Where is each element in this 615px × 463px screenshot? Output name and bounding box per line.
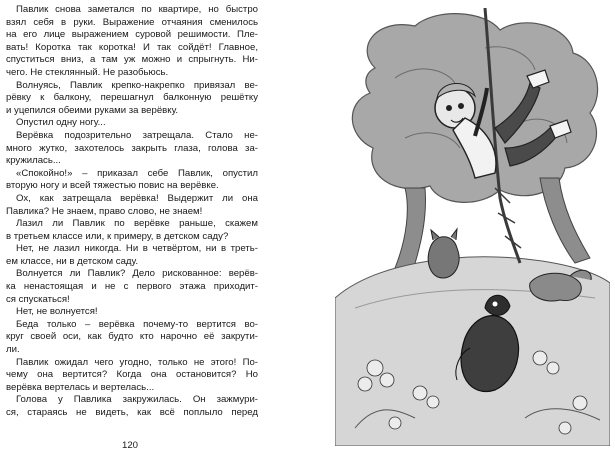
illustration [335,8,610,446]
text-line: ли. [6,344,20,356]
cat-figure [428,229,459,278]
text-line: чему она вертится? Когда она остановится? Но [6,369,258,381]
text-line: вторую ногу и всей тяжестью повис на верёвке. [6,180,219,192]
text-line: Голова у Павлика закружилась. Он зажмури- [16,394,258,406]
text-line: спуститься вниз, а там уж можно и спрыгнуть. Ни- [6,54,258,66]
text-line: ка ненастоящая и не с первого этажа приходит- [6,281,258,293]
text-line: много жутко, захотелось закрыть глаза, голова за- [6,142,258,154]
text-line: вать! Коротка так коротка! И так сойдёт! Главное, [6,41,258,53]
text-line: Павлик ожидал чего угодно, только не этого! По- [16,356,258,368]
text-line: кружилась... [6,155,61,167]
text-line: Павлик снова заметался по квартире, но быстро [16,4,258,15]
text-line: «Спокойно!» – приказал себе Павлик, опустил [16,167,258,179]
text-line: и уцепился обеими руками за верёвку. [6,104,179,116]
text-line: ся, стараясь не видеть, как всё поплыло перед [6,407,258,418]
text-line: Нет, не лазил никогда. Ни в четвёртом, ни в треть- [16,243,258,255]
text-line: Лазил ли Павлик по верёвке раньше, скажем [16,218,258,230]
page-number: 120 [121,440,138,451]
text-line: на его лице выражением суровой решимости. Пле- [6,29,258,41]
text-line: Волнуется ли Павлик? Дело рискованное: верёв- [16,268,258,280]
text-line: Ох, как затрещала верёвка! Выдержит ли она [16,192,258,204]
text-line: взял себя в руки. Выражение отчаяния сменилось [6,16,258,28]
text-line: верёвка вертелась и вертелась... [6,381,155,393]
body-text [6,4,258,420]
tree-trunk [395,188,426,270]
text-line: Опустил одну ногу... [16,117,106,129]
text-line: ся спускаться! [6,293,70,305]
text-line: круг своей оси, как будто кто нарочно её закрути- [6,331,258,343]
text-line: Верёвка подозрительно затрещала. Стало не- [16,129,258,141]
text-line: чего. Не стеклянный. Не разобьюсь. [6,66,169,78]
text-line: рёвку к балкону, перешагнул балконную решётку [6,92,258,104]
text-line: Павлика? Не знаем, право слово, не знаем! [6,205,203,217]
text-line: ем классе, ни в детском саду. [6,255,139,267]
text-line: Волнуясь, Павлик крепко-накрепко привязал ве- [16,79,258,91]
text-line: Нет, не волнуется! [16,306,98,318]
text-line: в третьем классе или, к примеру, в детском саду? [6,230,229,242]
text-line: Беда только – верёвка почему-то вертится во- [16,318,258,330]
